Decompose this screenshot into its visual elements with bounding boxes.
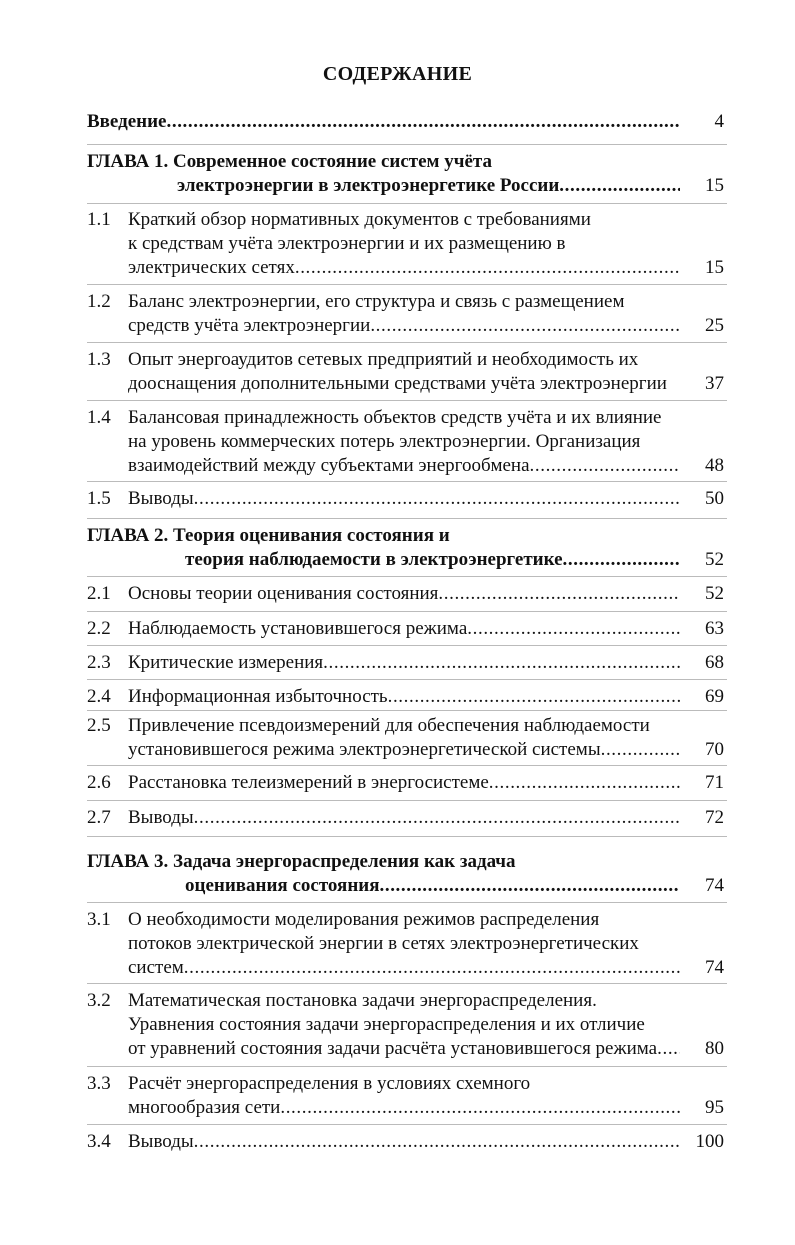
divider bbox=[87, 645, 727, 646]
divider bbox=[87, 342, 727, 343]
chapter-title-line: ГЛАВА 2. Теория оценивания состояния и bbox=[87, 525, 450, 546]
page-number: 63 bbox=[705, 618, 724, 639]
leader-dots bbox=[559, 174, 680, 198]
page-number: 52 bbox=[705, 583, 724, 604]
section-title-line: взаимодействий между субъектами энергообмена bbox=[128, 455, 530, 476]
divider bbox=[87, 836, 727, 837]
page-number: 70 bbox=[705, 739, 724, 760]
page-number: 48 bbox=[705, 455, 724, 476]
section-title-line: дооснащения дополнительными средствами учёта электроэнергии bbox=[128, 373, 667, 394]
leader-dots bbox=[194, 806, 680, 830]
divider bbox=[87, 710, 727, 711]
section-number: 2.1 bbox=[87, 583, 111, 604]
section-title-line: потоков электрической энергии в сетях электроэнергетических bbox=[128, 933, 639, 954]
page-number: 71 bbox=[705, 772, 724, 793]
leader-dots bbox=[194, 1130, 680, 1154]
section-title-line: от уравнений состояния задачи расчёта установившегося режима bbox=[128, 1038, 658, 1059]
divider bbox=[87, 284, 727, 285]
page-number: 95 bbox=[705, 1097, 724, 1118]
divider bbox=[87, 144, 727, 145]
section-number: 1.2 bbox=[87, 291, 111, 312]
leader-dots bbox=[184, 956, 680, 980]
leader-dots bbox=[438, 582, 680, 606]
page-number: 72 bbox=[705, 807, 724, 828]
section-title-line: Краткий обзор нормативных документов с требованиями bbox=[128, 209, 591, 230]
section-title-line: Баланс электроэнергии, его структура и связь с размещением bbox=[128, 291, 625, 312]
section-title-line: Критические измерения bbox=[128, 652, 324, 673]
section-number: 1.4 bbox=[87, 407, 111, 428]
leader-dots bbox=[380, 874, 681, 898]
page-number: 80 bbox=[705, 1038, 724, 1059]
page-title: СОДЕРЖАНИЕ bbox=[322, 63, 473, 85]
section-title-line: Расчёт энергораспределения в условиях схемного bbox=[128, 1073, 531, 1094]
divider bbox=[87, 902, 727, 903]
divider bbox=[87, 203, 727, 204]
section-number: 3.1 bbox=[87, 909, 111, 930]
section-title-line: Балансовая принадлежность объектов средств учёта и их влияние bbox=[128, 407, 662, 428]
page-number: 52 bbox=[705, 549, 724, 570]
section-number: 1.3 bbox=[87, 349, 111, 370]
section-title-line: Наблюдаемость установившегося режима bbox=[128, 618, 468, 639]
section-number: 1.1 bbox=[87, 209, 111, 230]
section-title-line: средств учёта электроэнергии bbox=[128, 315, 371, 336]
section-title-line: Выводы bbox=[128, 1131, 194, 1152]
page-number: 74 bbox=[705, 875, 724, 896]
page-number: 4 bbox=[714, 111, 724, 132]
page-number: 15 bbox=[705, 257, 724, 278]
divider bbox=[87, 518, 727, 519]
section-title-line: Уравнения состояния задачи энергораспределения и их отличие bbox=[128, 1014, 645, 1035]
chapter-title-line: электроэнергии в электроэнергетике России bbox=[177, 175, 560, 196]
chapter-title-line: ГЛАВА 3. Задача энергораспределения как задача bbox=[87, 851, 516, 872]
page-number: 74 bbox=[705, 957, 724, 978]
section-title-line: Основы теории оценивания состояния bbox=[128, 583, 439, 604]
section-title-line: Расстановка телеизмерений в энергосистеме bbox=[128, 772, 489, 793]
section-number: 3.2 bbox=[87, 990, 111, 1011]
chapter-title-line: ГЛАВА 1. Современное состояние систем учёта bbox=[87, 151, 492, 172]
section-title-line: к средствам учёта электроэнергии и их размещению в bbox=[128, 233, 566, 254]
divider bbox=[87, 800, 727, 801]
section-title-line: Опыт энергоаудитов сетевых предприятий и необходимость их bbox=[128, 349, 639, 370]
section-title-line: электрических сетях bbox=[128, 257, 295, 278]
divider bbox=[87, 481, 727, 482]
section-title-line: многообразия сети bbox=[128, 1097, 281, 1118]
leader-dots bbox=[388, 685, 680, 709]
divider bbox=[87, 400, 727, 401]
section-number: 2.5 bbox=[87, 715, 111, 736]
leader-dots bbox=[657, 1037, 680, 1061]
page-number: 25 bbox=[705, 315, 724, 336]
leader-dots bbox=[280, 1096, 680, 1120]
section-title-line: О необходимости моделирования режимов распределения bbox=[128, 909, 600, 930]
section-title-line: систем bbox=[128, 957, 184, 978]
leader-dots bbox=[323, 651, 680, 675]
chapter-title-line: оценивания состояния bbox=[185, 875, 380, 896]
section-title-line: Информационная избыточность bbox=[128, 686, 388, 707]
section-number: 2.6 bbox=[87, 772, 111, 793]
leader-dots bbox=[467, 617, 680, 641]
chapter-title-line: теория наблюдаемости в электроэнергетике bbox=[185, 549, 563, 570]
leader-dots bbox=[530, 454, 680, 478]
section-title-line: Привлечение псевдоизмерений для обеспечения наблюдаемости bbox=[128, 715, 650, 736]
section-number: 3.3 bbox=[87, 1073, 111, 1094]
divider bbox=[87, 679, 727, 680]
leader-dots bbox=[601, 738, 680, 762]
section-number: 2.4 bbox=[87, 686, 111, 707]
divider bbox=[87, 765, 727, 766]
section-title-line: установившегося режима электроэнергетической системы bbox=[128, 739, 601, 760]
leader-dots bbox=[167, 110, 681, 134]
page-number: 15 bbox=[705, 175, 724, 196]
divider bbox=[87, 576, 727, 577]
section-title-line: на уровень коммерческих потерь электроэнергии. Организация bbox=[128, 431, 641, 452]
section-title-line: Выводы bbox=[128, 807, 194, 828]
leader-dots bbox=[489, 771, 680, 795]
section-title-line: Выводы bbox=[128, 488, 194, 509]
section-title-line: Математическая постановка задачи энергораспределения. bbox=[128, 990, 597, 1011]
divider bbox=[87, 611, 727, 612]
page-number: 37 bbox=[705, 373, 724, 394]
page-number: 68 bbox=[705, 652, 724, 673]
page-number: 50 bbox=[705, 488, 724, 509]
section-number: 2.3 bbox=[87, 652, 111, 673]
divider bbox=[87, 1066, 727, 1067]
section-number: 3.4 bbox=[87, 1131, 111, 1152]
divider bbox=[87, 983, 727, 984]
page-number: 100 bbox=[695, 1131, 724, 1152]
leader-dots bbox=[563, 548, 680, 572]
section-number: 1.5 bbox=[87, 488, 111, 509]
section-number: 2.2 bbox=[87, 618, 111, 639]
leader-dots bbox=[370, 314, 680, 338]
divider bbox=[87, 1124, 727, 1125]
leader-dots bbox=[295, 256, 680, 280]
section-number: 2.7 bbox=[87, 807, 111, 828]
leader-dots bbox=[194, 487, 680, 511]
toc-label: Введение bbox=[87, 111, 167, 132]
page-number: 69 bbox=[705, 686, 724, 707]
